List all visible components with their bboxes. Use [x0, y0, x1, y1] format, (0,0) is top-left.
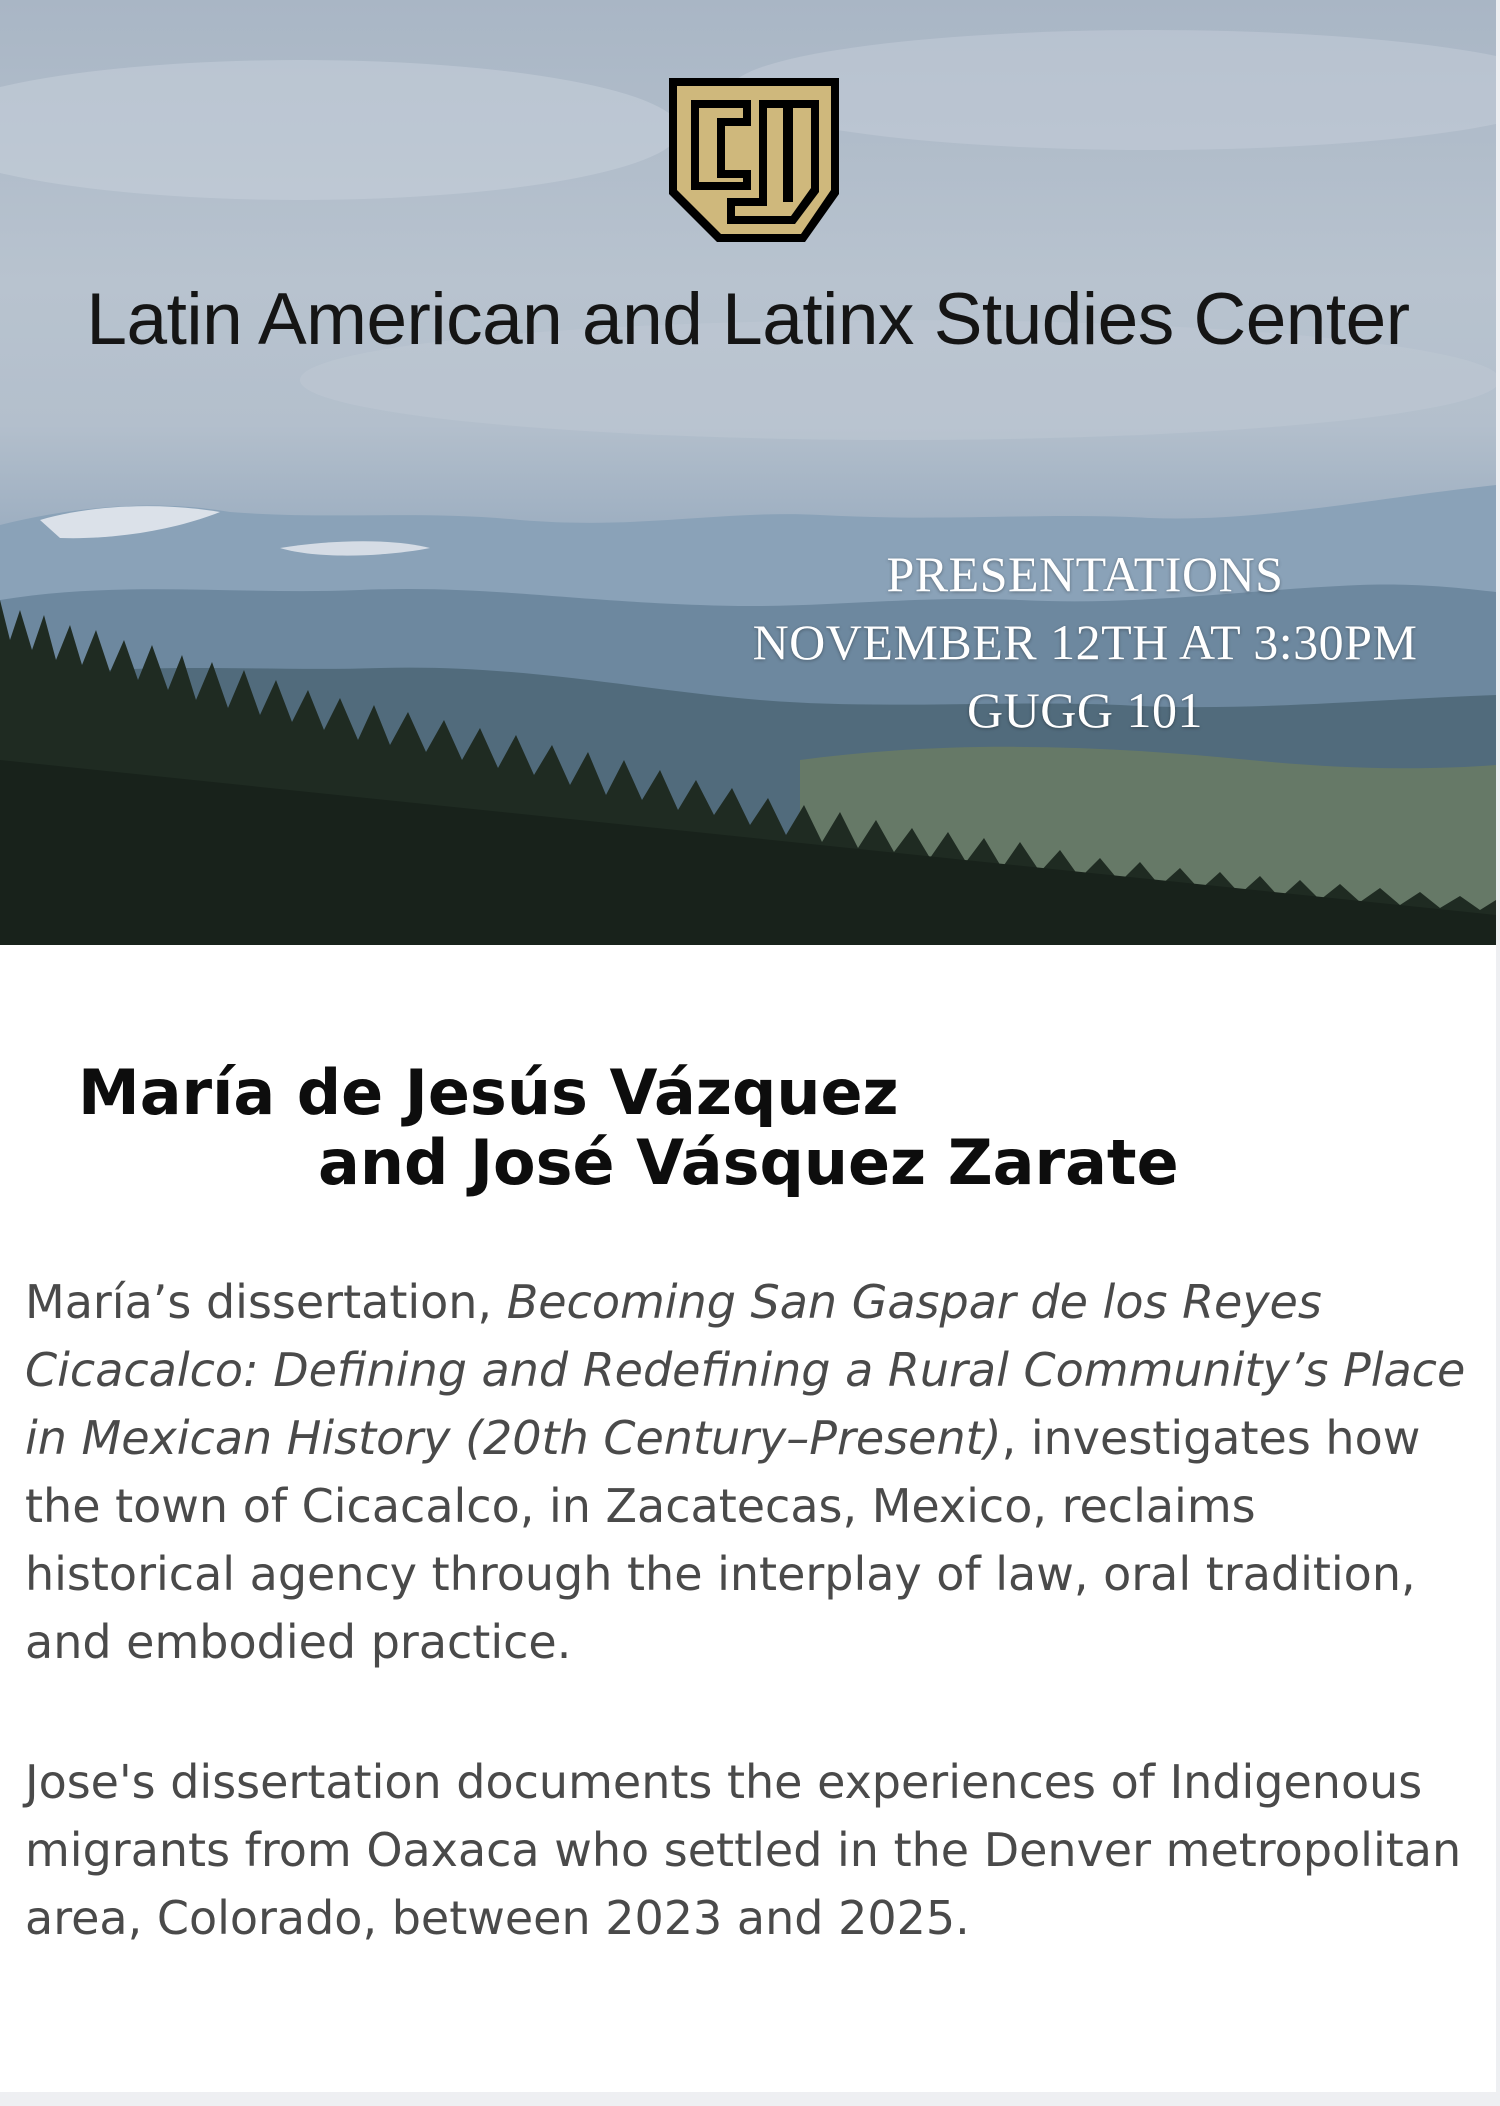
description-paragraph-2: Jose's dissertation documents the experiences of Indigenous migrants from Oaxaca who settled in the Denver metropolitan area, Colorado, between 2023 and 2025.	[25, 1755, 1462, 1945]
event-type: PRESENTATIONS	[886, 546, 1284, 602]
presenter-name-line-2: and José Vásquez Zarate	[318, 1126, 1179, 1199]
org-title: Latin American and Latinx Studies Center	[86, 279, 1410, 360]
paragraph-1-prefix: María’s dissertation,	[25, 1275, 507, 1329]
event-details	[720, 540, 1450, 744]
paragraph-1-suffix: , investigates how the town of Cicacalco, in Zacatecas, Mexico, reclaims historical agency through the interplay of law, oral tradition, and embodied practice.	[25, 1411, 1421, 1669]
presenter-name-line-1: María de Jesús Vázquez	[78, 1056, 899, 1129]
description-paragraph-1	[25, 1268, 1475, 1676]
event-datetime: NOVEMBER 12TH AT 3:30PM	[752, 614, 1418, 670]
cu-logo	[655, 74, 853, 246]
event-location: GUGG 101	[967, 682, 1203, 738]
hero-banner	[0, 0, 1496, 945]
dissertation-title: Becoming San Gaspar de los Reyes Cicacalco: Defining and Redefining a Rural Community’s Place in Mexican History (20th Century–Present)	[25, 1275, 1466, 1465]
